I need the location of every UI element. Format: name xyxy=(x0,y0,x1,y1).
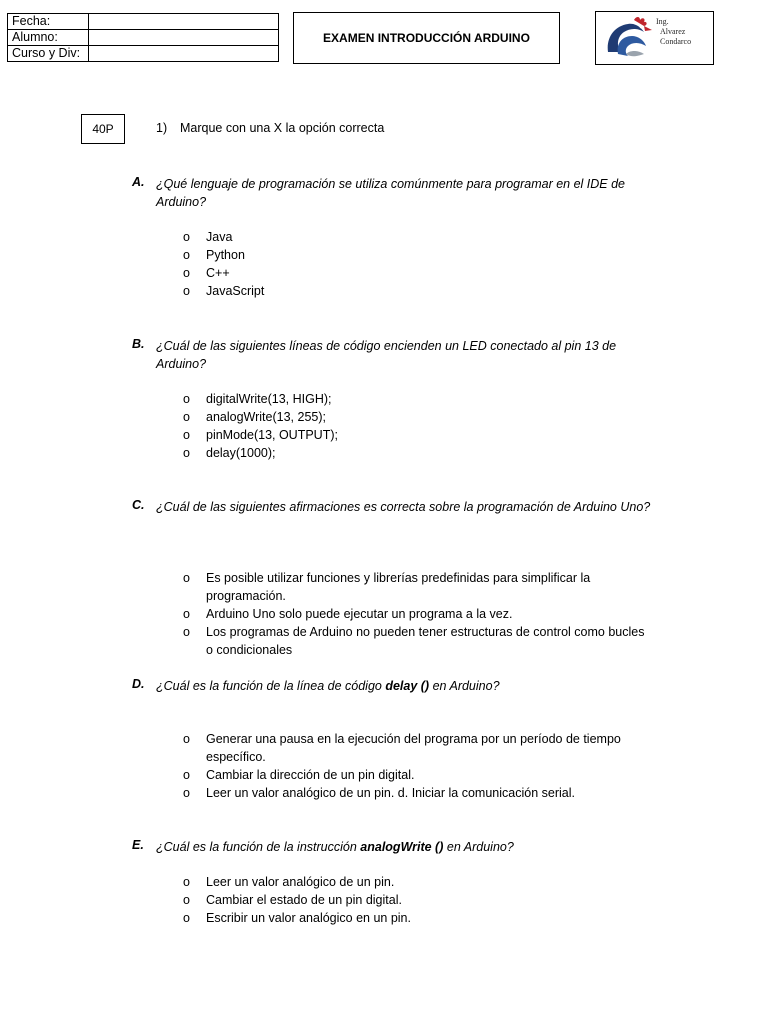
option-bullet-icon: o xyxy=(183,768,190,782)
options-c xyxy=(183,569,653,659)
option-item[interactable] xyxy=(183,891,653,909)
option-text: analogWrite(13, 255); xyxy=(206,410,326,424)
option-item[interactable] xyxy=(183,623,653,659)
option-bullet-icon: o xyxy=(183,230,190,244)
question-letter: C. xyxy=(132,498,145,512)
points-value: 40P xyxy=(92,122,114,136)
exam-title: EXAMEN INTRODUCCIÓN ARDUINO xyxy=(323,31,530,45)
question-text-part: ¿Cuál de las siguientes afirmaciones es correcta sobre la programación de Arduino Uno? xyxy=(156,500,651,514)
logo-text-line: Condarco xyxy=(660,37,692,46)
option-item[interactable] xyxy=(183,766,653,784)
points-box xyxy=(81,114,125,144)
option-bullet-icon: o xyxy=(183,446,190,460)
question-d xyxy=(132,677,652,695)
option-item[interactable] xyxy=(183,784,653,802)
option-text: Cambiar la dirección de un pin digital. xyxy=(206,768,415,782)
info-label: Curso y Div: xyxy=(8,46,89,62)
question-e xyxy=(132,838,652,856)
options-b xyxy=(183,390,653,462)
question-text xyxy=(156,677,652,695)
alumno-field[interactable] xyxy=(89,30,279,46)
question-text xyxy=(156,498,652,516)
option-item[interactable] xyxy=(183,264,653,282)
option-item[interactable] xyxy=(183,282,653,300)
options-e xyxy=(183,873,653,927)
question-text-part: ¿Cuál es la función de la línea de código xyxy=(156,679,386,693)
question-letter: E. xyxy=(132,838,144,852)
info-label: Alumno: xyxy=(8,30,89,46)
info-row-alumno xyxy=(8,30,279,46)
question-a xyxy=(132,175,652,211)
option-item[interactable] xyxy=(183,909,653,927)
option-text: Es posible utilizar funciones y librerías predefinidas para simplificar la programación. xyxy=(206,571,591,603)
option-text: Escribir un valor analógico en un pin. xyxy=(206,911,411,925)
option-text: Arduino Uno solo puede ejecutar un programa a la vez. xyxy=(206,607,513,621)
option-item[interactable] xyxy=(183,408,653,426)
question-text-part: en Arduino? xyxy=(443,840,514,854)
option-text: Python xyxy=(206,248,245,262)
option-bullet-icon: o xyxy=(183,786,190,800)
option-bullet-icon: o xyxy=(183,410,190,424)
option-bullet-icon: o xyxy=(183,625,190,639)
question-text-part: ¿Cuál es la función de la instrucción xyxy=(156,840,361,854)
options-d xyxy=(183,730,653,802)
info-row-fecha xyxy=(8,14,279,30)
instruction-text: Marque con una X la opción correcta xyxy=(180,121,385,135)
question-letter: B. xyxy=(132,337,145,351)
option-item[interactable] xyxy=(183,873,653,891)
option-item[interactable] xyxy=(183,390,653,408)
instruction xyxy=(156,121,384,135)
option-text: pinMode(13, OUTPUT); xyxy=(206,428,338,442)
question-text-part: en Arduino? xyxy=(429,679,500,693)
fecha-field[interactable] xyxy=(89,14,279,30)
option-item[interactable] xyxy=(183,730,653,766)
curso-field[interactable] xyxy=(89,46,279,62)
option-text: delay(1000); xyxy=(206,446,276,460)
question-code-keyword: delay () xyxy=(385,679,430,693)
option-text: JavaScript xyxy=(206,284,265,298)
option-bullet-icon: o xyxy=(183,607,190,621)
option-bullet-icon: o xyxy=(183,428,190,442)
option-bullet-icon: o xyxy=(183,911,190,925)
question-b xyxy=(132,337,652,373)
question-code-keyword: analogWrite () xyxy=(360,840,444,854)
logo-text-line: Ing. xyxy=(656,17,669,26)
option-bullet-icon: o xyxy=(183,732,190,746)
option-text: digitalWrite(13, HIGH); xyxy=(206,392,332,406)
question-letter: D. xyxy=(132,677,145,691)
question-letter: A. xyxy=(132,175,145,189)
question-text-part: ¿Cuál de las siguientes líneas de código encienden un LED conectado al pin 13 de Arduino? xyxy=(156,339,617,371)
logo-text-line: Alvarez xyxy=(660,27,686,36)
question-text xyxy=(156,838,652,856)
info-row-curso xyxy=(8,46,279,62)
instruction-number: 1) xyxy=(156,121,168,135)
option-text: Leer un valor analógico de un pin. d. Iniciar la comunicación serial. xyxy=(206,786,575,800)
question-text xyxy=(156,337,652,373)
question-c xyxy=(132,498,652,516)
option-item[interactable] xyxy=(183,246,653,264)
student-info-table xyxy=(7,13,279,62)
option-text: Generar una pausa en la ejecución del programa por un período de tiempo específico. xyxy=(206,732,621,764)
option-text: Java xyxy=(206,230,233,244)
option-text: Cambiar el estado de un pin digital. xyxy=(206,893,402,907)
option-item[interactable] xyxy=(183,605,653,623)
info-label: Fecha: xyxy=(8,14,89,30)
school-logo xyxy=(595,11,714,65)
question-text-part: ¿Qué lenguaje de programación se utiliza comúnmente para programar en el IDE de Arduino? xyxy=(156,177,626,209)
option-bullet-icon: o xyxy=(183,392,190,406)
option-bullet-icon: o xyxy=(183,284,190,298)
option-item[interactable] xyxy=(183,228,653,246)
option-item[interactable] xyxy=(183,444,653,462)
option-bullet-icon: o xyxy=(183,571,190,585)
logo-text xyxy=(656,17,691,47)
option-bullet-icon: o xyxy=(183,875,190,889)
option-text: C++ xyxy=(206,266,230,280)
option-item[interactable] xyxy=(183,569,653,605)
exam-title-box xyxy=(293,12,560,64)
option-bullet-icon: o xyxy=(183,893,190,907)
option-item[interactable] xyxy=(183,426,653,444)
question-text xyxy=(156,175,652,211)
options-a xyxy=(183,228,653,300)
option-bullet-icon: o xyxy=(183,248,190,262)
option-text: Leer un valor analógico de un pin. xyxy=(206,875,395,889)
rooster-logo-icon xyxy=(604,16,656,60)
option-bullet-icon: o xyxy=(183,266,190,280)
option-text: Los programas de Arduino no pueden tener estructuras de control como bucles o condicionales xyxy=(206,625,645,657)
